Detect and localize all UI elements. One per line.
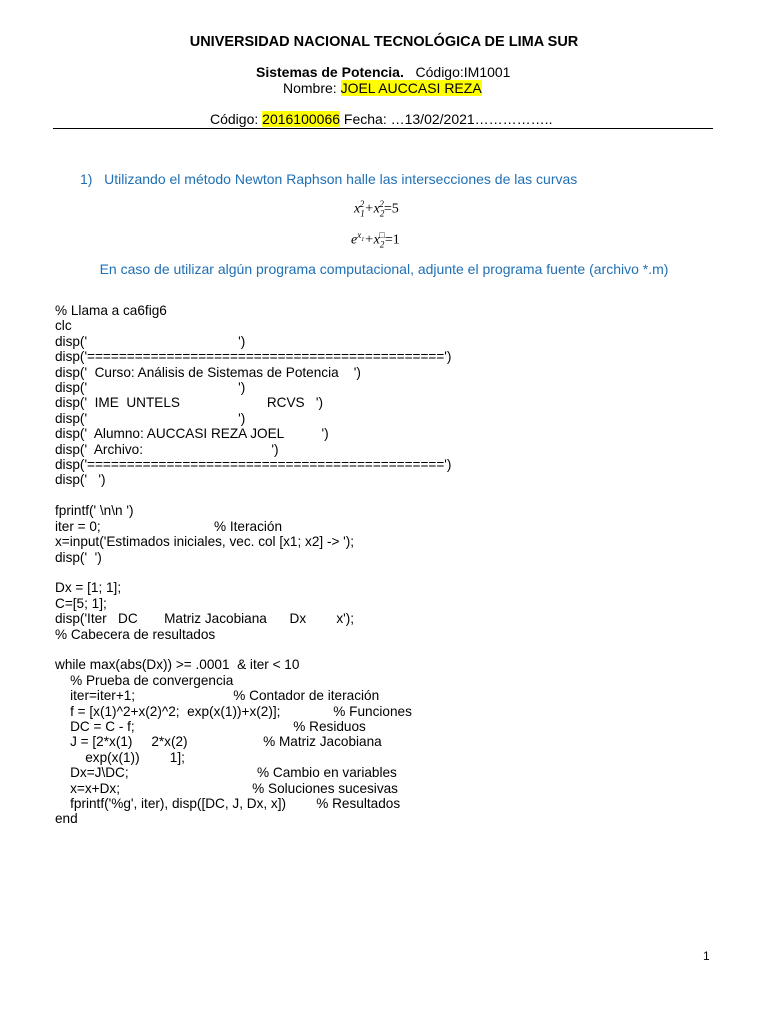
code-line: Dx=J\DC; % Cambio en variables	[55, 765, 397, 781]
code-line: x=x+Dx; % Soluciones sucesivas	[55, 780, 398, 796]
code-line: disp(' Archivo: ')	[55, 441, 279, 457]
code-line	[55, 642, 451, 657]
code-line: disp(' ')	[55, 472, 106, 488]
code-line: clc	[55, 318, 72, 334]
code-line: fprintf('%g', iter), disp([DC, J, Dx, x]) % Resultados	[55, 796, 401, 811]
code-line: fprintf(' \n\n ')	[55, 503, 134, 519]
question-number: 1)	[80, 171, 93, 187]
code-line: % Cabecera de resultados	[55, 626, 216, 642]
equation-1: $x_1^2+x_2^2=5$	[354, 199, 399, 219]
name-label: Nombre:	[283, 80, 341, 96]
code-line: end	[55, 811, 78, 827]
code-line: disp('Iter DC Matriz Jacobiana Dx x');	[55, 611, 355, 627]
course-line	[256, 64, 510, 80]
code-line: % Prueba de convergencia	[55, 672, 234, 688]
code-line: J = [2*x(1) 2*x(2) % Matriz Jacobiana	[55, 734, 382, 750]
header-divider	[53, 128, 713, 129]
code-line: disp(' ')	[55, 333, 246, 349]
code-line: % Llama a ca6fig6	[55, 303, 167, 318]
code-line: DC = C - f; % Residuos	[55, 718, 366, 734]
code-date-line	[210, 111, 552, 127]
date-text: Fecha: …13/02/2021……………..	[340, 111, 553, 127]
code-line: iter = 0; % Iteración	[55, 518, 283, 534]
code-label: Código:	[210, 111, 263, 127]
code-line: disp('=============================================')	[55, 349, 452, 365]
course-name: Sistemas de Potencia.	[256, 64, 404, 80]
code-line: disp(' ')	[55, 380, 246, 396]
code-line	[55, 488, 451, 503]
code-line: iter=iter+1; % Contador de iteración	[55, 688, 380, 704]
program-note: En caso de utilizar algún programa computacional, adjunte el programa fuente (archivo *.m)	[99, 261, 669, 277]
code-line: f = [x(1)^2+x(2)^2; exp(x(1))+x(2)]; % Funciones	[55, 703, 412, 719]
code-line: disp(' Alumno: AUCCASI REZA JOEL ')	[55, 426, 329, 442]
equation-1-rhs: =5	[383, 201, 399, 217]
code-line: C=[5; 1];	[55, 595, 107, 611]
equation-2-rhs: =1	[384, 232, 400, 248]
code-line: disp(' ')	[55, 410, 246, 426]
code-line: disp(' ')	[55, 549, 102, 565]
student-name: JOEL AUCCASI REZA	[340, 80, 482, 96]
student-code: 2016100066	[262, 111, 341, 127]
code-line: disp('=============================================')	[55, 457, 452, 473]
course-code: Código:IM1001	[415, 64, 511, 80]
code-listing	[55, 303, 451, 827]
code-line: while max(abs(Dx)) >= .0001 & iter < 10	[55, 657, 300, 673]
question-text: Utilizando el método Newton Raphson halle las intersecciones de las curvas	[104, 171, 578, 187]
university-title: UNIVERSIDAD NACIONAL TECNOLÓGICA DE LIMA SUR	[189, 34, 579, 50]
code-line: x=input('Estimados iniciales, vec. col [x1; x2] -> ');	[55, 534, 355, 550]
equation-2: $e^{x_1}+x_2^□=1$	[351, 230, 400, 250]
question-1	[80, 171, 577, 187]
code-line: disp(' IME UNTELS RCVS ')	[55, 395, 324, 411]
code-line: exp(x(1)) 1];	[55, 749, 185, 765]
name-line	[283, 80, 482, 96]
code-line: Dx = [1; 1];	[55, 580, 122, 596]
page-number: 1	[703, 949, 710, 963]
code-line: disp(' Curso: Análisis de Sistemas de Potencia ')	[55, 364, 361, 380]
code-line	[55, 565, 451, 580]
